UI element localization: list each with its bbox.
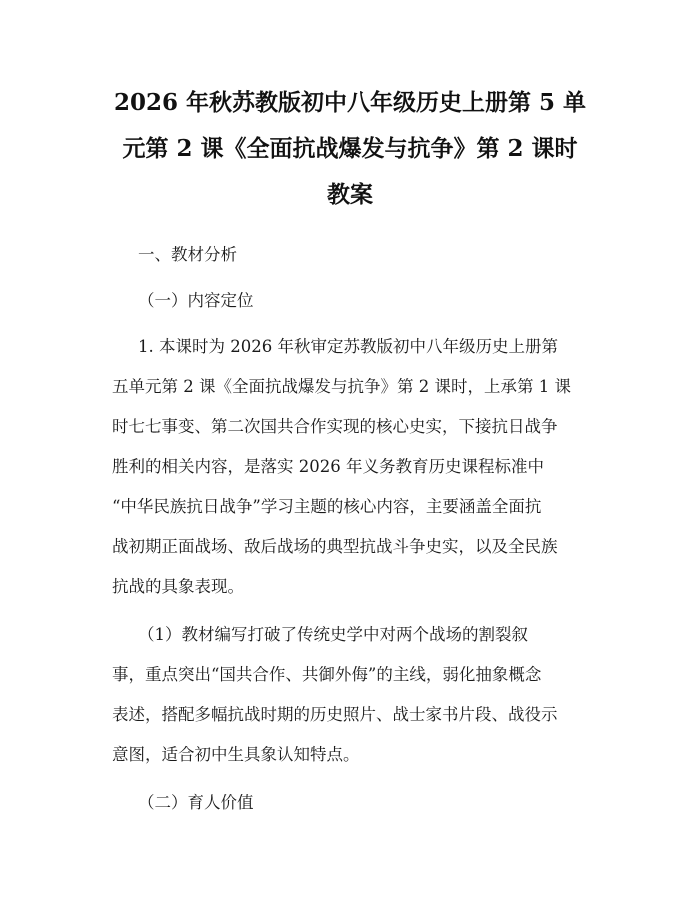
paragraph-1-line-4: 胜利的相关内容，是落实 2026 年义务教育历史课程标准中 [112,457,544,476]
subsection-heading-educational-value: （二）育人价值 [138,793,254,812]
paragraph-2-line-1: （1）教材编写打破了传统史学中对两个战场的割裂叙 [138,625,528,644]
document-title-line-1: 2026 年秋苏教版初中八年级历史上册第 5 单 [113,89,587,116]
paragraph-2-line-2: 事，重点突出“国共合作、共御外侮”的主线，弱化抽象概念 [112,665,542,684]
paragraph-2-line-3: 表述，搭配多幅抗战时期的历史照片、战士家书片段、战役示 [112,705,558,724]
subsection-heading-content-positioning: （一）内容定位 [138,291,254,310]
document-title-line-3: 教案 [327,181,373,208]
paragraph-1-line-7: 抗战的具象表现。 [112,577,244,596]
paragraph-2-line-4: 意图，适合初中生具象认知特点。 [112,745,360,764]
paragraph-1-line-2: 五单元第 2 课《全面抗战爆发与抗争》第 2 课时，上承第 1 课 [112,377,571,396]
section-heading-textbook-analysis: 一、教材分析 [138,245,237,264]
paragraph-1-line-5: “中华民族抗日战争”学习主题的核心内容，主要涵盖全面抗 [112,497,542,516]
paragraph-1-line-1: 1. 本课时为 2026 年秋审定苏教版初中八年级历史上册第 [138,337,558,356]
paragraph-1-line-3: 时七七事变、第二次国共合作实现的核心史实，下接抗日战争 [112,417,558,436]
paragraph-1-line-6: 战初期正面战场、敌后战场的典型抗战斗争史实，以及全民族 [112,537,558,556]
document-title-line-2: 元第 2 课《全面抗战爆发与抗争》第 2 课时 [122,135,578,162]
